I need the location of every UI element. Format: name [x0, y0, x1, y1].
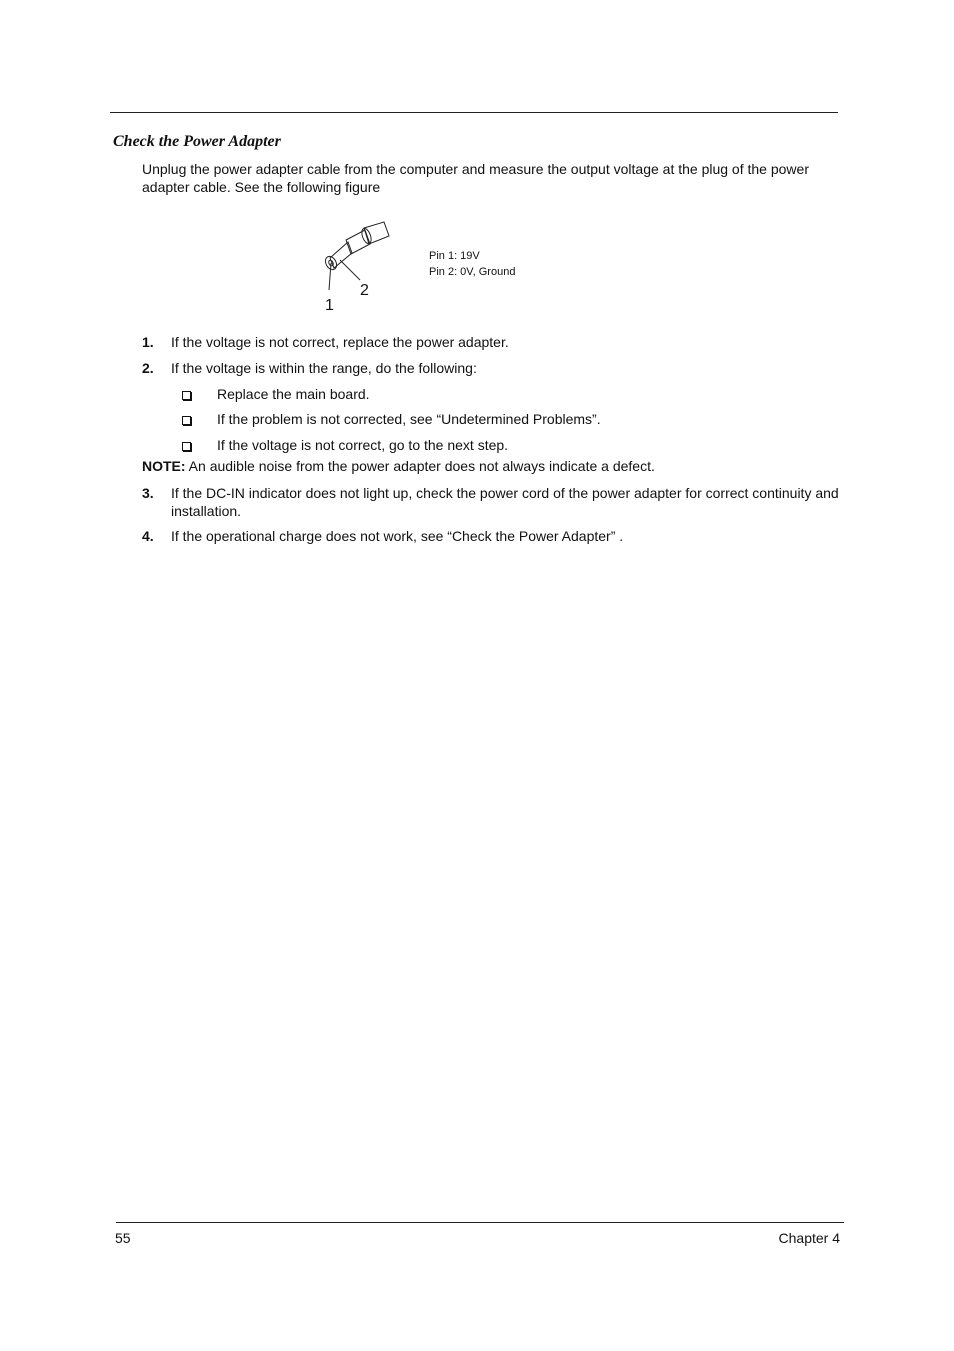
- step-1-number: 1.: [142, 334, 154, 350]
- callout-1: 1: [325, 297, 334, 314]
- callout-2: 2: [360, 282, 369, 299]
- step-2-text: If the voltage is within the range, do the following:: [171, 360, 477, 376]
- step-4-text: If the operational charge does not work, see “Check the Power Adapter” .: [171, 528, 624, 544]
- pin1-label: Pin 1: 19V: [429, 250, 480, 262]
- page-number: 55: [115, 1230, 131, 1246]
- bullet-2-text: If the problem is not corrected, see “Undetermined Problems”.: [217, 411, 601, 427]
- intro-paragraph: Unplug the power adapter cable from the computer and measure the output voltage at the plug of the power adapter cable. See the following figure: [142, 161, 809, 195]
- bullet-1-text: Replace the main board.: [217, 386, 370, 402]
- note: [142, 458, 655, 474]
- chapter-label: Chapter 4: [778, 1230, 840, 1246]
- checkbox-bullet-icon: [182, 391, 191, 400]
- footer-rule: [116, 1222, 844, 1223]
- pin2-label: Pin 2: 0V, Ground: [429, 266, 516, 278]
- step-1-text: If the voltage is not correct, replace the power adapter.: [171, 334, 509, 350]
- step-3-text: If the DC-IN indicator does not light up, check the power cord of the power adapter for correct continuity and installation.: [171, 485, 839, 519]
- note-text: An audible noise from the power adapter does not always indicate a defect.: [185, 458, 655, 474]
- checkbox-bullet-icon: [182, 416, 191, 425]
- header-rule: [110, 112, 838, 113]
- note-label: NOTE:: [142, 458, 186, 474]
- step-2-number: 2.: [142, 360, 154, 376]
- bullet-3-text: If the voltage is not correct, go to the next step.: [217, 437, 509, 453]
- step-4-number: 4.: [142, 528, 154, 544]
- section-title: Check the Power Adapter: [113, 133, 281, 150]
- step-3-number: 3.: [142, 485, 154, 501]
- checkbox-bullet-icon: [182, 442, 191, 451]
